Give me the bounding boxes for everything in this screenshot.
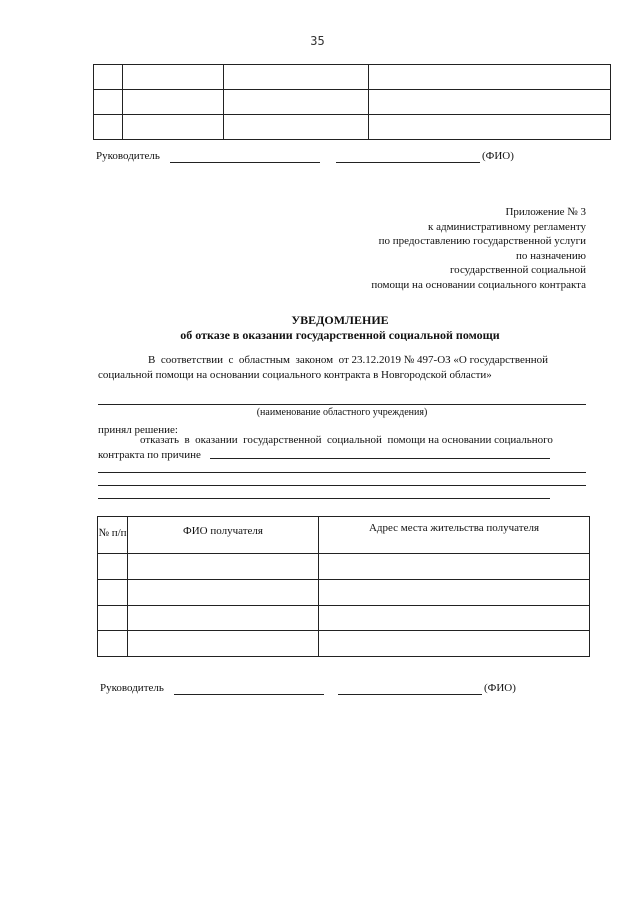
appendix-line: по предоставлению государственной услуги (378, 235, 586, 248)
table-cell (369, 90, 611, 115)
col-header-fio: ФИО получателя (128, 517, 319, 554)
reason-line-4 (98, 498, 550, 499)
table-cell (94, 90, 123, 115)
appendix-line: государственной социальной (449, 264, 586, 277)
reason-line-1 (210, 458, 550, 459)
signature-line (170, 162, 320, 163)
refuse-line-2: контракта по причине (98, 449, 201, 461)
table-cell (128, 631, 319, 657)
table-row (98, 579, 590, 605)
table-cell (319, 631, 590, 657)
appendix-block (300, 205, 586, 293)
body-paragraph (98, 353, 588, 383)
table-row (98, 631, 590, 657)
table-cell (123, 65, 224, 90)
appendix-line: по назначению (516, 249, 586, 262)
table-cell (128, 605, 319, 631)
col-header-number: № п/п (98, 517, 128, 554)
table-cell (369, 65, 611, 90)
refuse-line-1: отказать в оказании государственной социальной помощи на основании социального (140, 434, 553, 446)
appendix-line: Приложение № 3 (505, 206, 586, 218)
table-cell (369, 115, 611, 140)
table-cell (128, 554, 319, 580)
table-cell (224, 65, 369, 90)
page-number: 35 (310, 34, 325, 48)
table-cell (128, 579, 319, 605)
para-line-1: В соответствии с областным законом от 23.12.2019 № 497-ОЗ «О государственной (148, 354, 549, 366)
table-cell (98, 554, 128, 580)
table-cell (224, 115, 369, 140)
table-cell (123, 115, 224, 140)
table-row (98, 554, 590, 580)
appendix-line: к административному регламенту (428, 220, 586, 233)
table-cell (98, 579, 128, 605)
decision-label: принял решение: (98, 424, 178, 436)
fio-label: (ФИО) (484, 682, 516, 694)
table-cell (94, 115, 123, 140)
table-cell (319, 579, 590, 605)
document-title (90, 313, 590, 343)
table-cell (123, 90, 224, 115)
head-label: Руководитель (100, 682, 164, 694)
institution-line (98, 404, 586, 405)
col-header-address: Адрес места жительства получателя (319, 517, 590, 554)
table-row (94, 115, 611, 140)
signature-line (174, 694, 324, 695)
title-line-1: УВЕДОМЛЕНИЕ (291, 313, 389, 327)
head-label: Руководитель (96, 150, 160, 162)
signature-bottom (100, 682, 540, 698)
table-cell (319, 605, 590, 631)
reason-line-2 (98, 472, 586, 473)
title-line-2: об отказе в оказании государственной социальной помощи (180, 328, 500, 342)
reason-line-3 (98, 485, 586, 486)
table-row (98, 605, 590, 631)
table-row (94, 90, 611, 115)
table-cell (94, 65, 123, 90)
table-cell (224, 90, 369, 115)
table-cell (319, 554, 590, 580)
table-header-row (98, 517, 590, 554)
fio-line (338, 694, 482, 695)
fio-line (336, 162, 480, 163)
top-table (93, 64, 611, 140)
signature-top (96, 150, 536, 166)
para-line-2: социальной помощи на основании социального контракта в Новгородской области» (98, 369, 492, 381)
fio-label: (ФИО) (482, 150, 514, 162)
appendix-line: помощи на основании социального контракта (371, 278, 586, 291)
table-cell (98, 605, 128, 631)
table-cell (98, 631, 128, 657)
table-row (94, 65, 611, 90)
institution-caption: (наименование областного учреждения) (256, 407, 428, 418)
recipients-table (97, 516, 590, 657)
